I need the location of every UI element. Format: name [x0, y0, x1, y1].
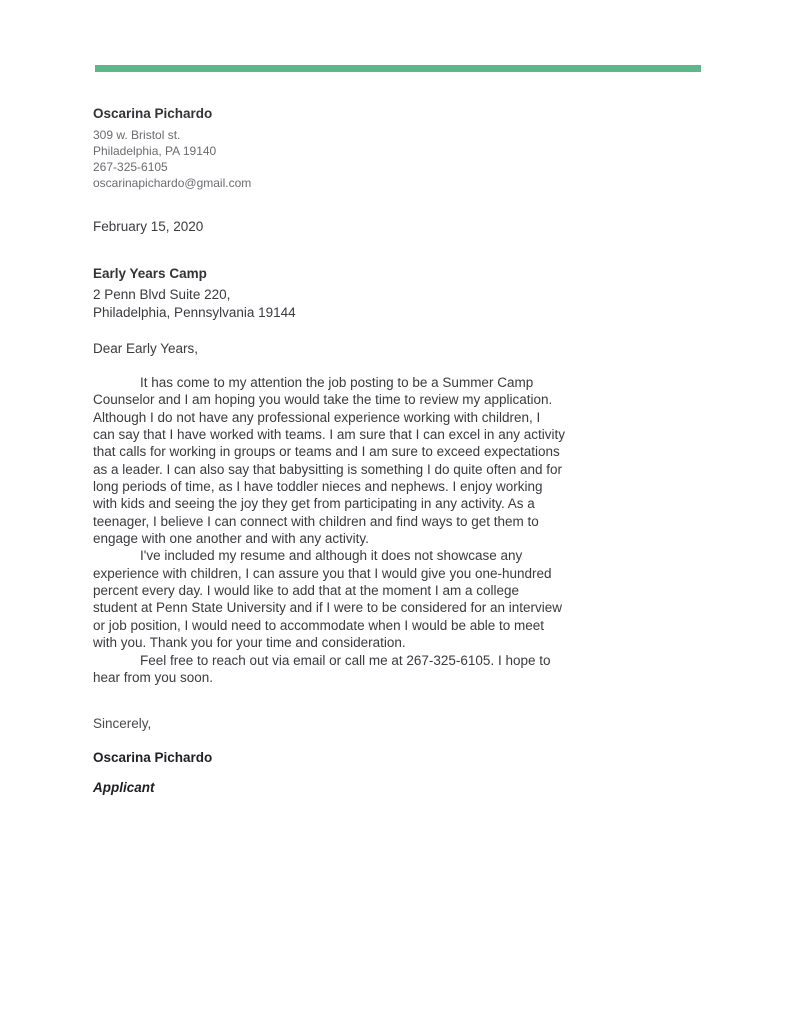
sender-address-line1: 309 w. Bristol st. — [93, 128, 181, 142]
letter-date: February 15, 2020 — [93, 219, 204, 234]
recipient-address-line1: 2 Penn Blvd Suite 220, — [93, 287, 231, 302]
recipient-address-line2: Philadelphia, Pennsylvania 19144 — [93, 305, 296, 320]
sender-phone: 267-325-6105 — [93, 160, 168, 174]
body-line: Although I do not have any professional experience working with children, I — [93, 409, 541, 425]
body-line: can say that I have worked with teams. I am sure that I can excel in any activity — [93, 427, 565, 443]
body-line: teenager, I believe I can connect with children and find ways to get them to — [93, 513, 539, 529]
body-line: It has come to my attention the job posting to be a Summer Camp — [140, 375, 534, 390]
body-line: that calls for working in groups or teams and I am sure to exceed expectations — [93, 444, 560, 460]
body-line: student at Penn State University and if I were to be considered for an interview — [93, 600, 563, 616]
closing: Sincerely, — [93, 716, 152, 731]
salutation: Dear Early Years, — [93, 341, 199, 356]
body-line: Feel free to reach out via email or call me at 267-325-6105. I hope to — [140, 652, 551, 668]
sender-contact-block — [93, 127, 251, 191]
signature-title: Applicant — [93, 780, 155, 795]
body-line: percent every day. I would like to add that at the moment I am a college — [93, 583, 519, 599]
header-accent-bar — [95, 65, 701, 72]
sender-email: oscarinapichardo@gmail.com — [93, 176, 252, 190]
sender-address-line2: Philadelphia, PA 19140 — [93, 144, 217, 158]
body-line: Counselor and I am hoping you would take the time to review my application. — [93, 392, 553, 408]
body-line: hear from you soon. — [93, 669, 214, 685]
body-line: as a leader. I can also say that babysitting is something I do quite often and for — [93, 461, 563, 477]
sender-name: Oscarina Pichardo — [93, 106, 213, 121]
body-line: with you. Thank you for your time and consideration. — [93, 635, 406, 651]
recipient-address — [93, 286, 296, 322]
body-line: experience with children, I can assure you that I would give you one-hundred — [93, 565, 552, 581]
recipient-name: Early Years Camp — [93, 266, 207, 281]
body-line: or job position, I would need to accommodate when I would be able to meet — [93, 617, 545, 633]
body-line: with kids and seeing the joy they get from participating in any activity. As a — [93, 496, 535, 512]
signature-name: Oscarina Pichardo — [93, 750, 213, 765]
body-line: long periods of time, as I have toddler nieces and nephews. I enjoy working — [93, 479, 543, 495]
body-line: I've included my resume and although it does not showcase any — [140, 548, 523, 564]
body-line: engage with one another and with any activity. — [93, 531, 369, 547]
letter-body — [93, 374, 733, 686]
